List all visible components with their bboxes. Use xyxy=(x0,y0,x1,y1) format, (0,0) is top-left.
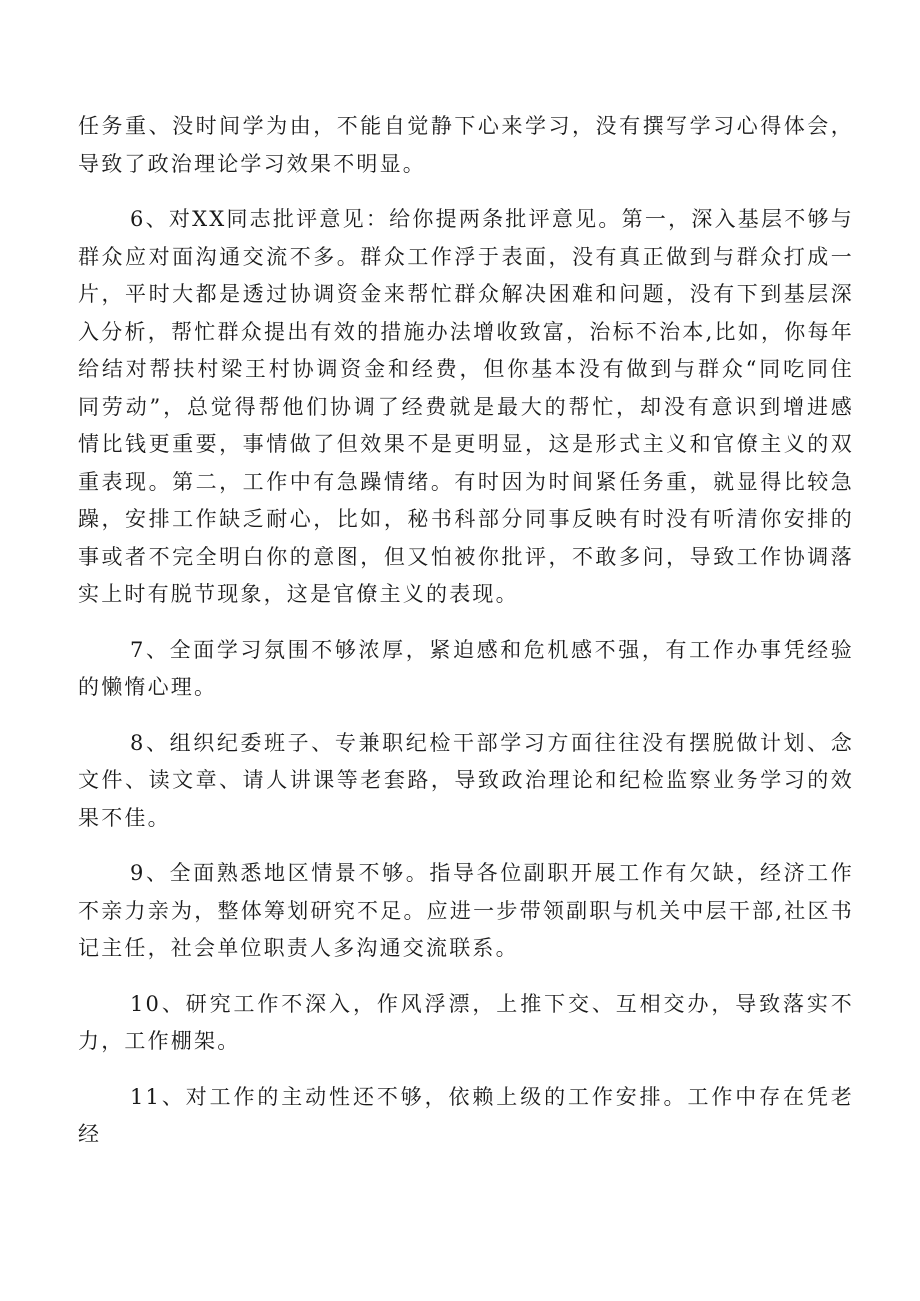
paragraph-item-11: 11、对工作的主动性还不够，依赖上级的工作安排。工作中存在凭老经 xyxy=(78,1084,854,1146)
paragraph-item-6: 6、对XX同志批评意见：给你提两条批评意见。第一，深入基层不够与群众应对面沟通交流不多。群众工作浮于表面，没有真正做到与群众打成一片，平时大都是透过协调资金来帮忙群众解决困难和问题，没有下到基层深入分析，帮忙群众提出有效的措施办法增收致富，治标不治本,比如，你每年给结对帮扶村梁王村协调资金和经费，但你基本没有做到与群众“同吃同住同劳动”，总觉得帮他们协调了经费就是最大的帮忙，却没有意识到增进感情比钱更重要，事情做了但效果不是更明显，这是形式主义和官僚主义的双重表现。第二，工作中有急躁情绪。有时因为时间紧任务重，就显得比较急躁，安排工作缺乏耐心，比如，秘书科部分同事反映有时没有听清你安排的事或者不完全明白你的意图，但又怕被你批评，不敢多问，导致工作协调落实上时有脱节现象，这是官僚主义的表现。 xyxy=(78,207,854,606)
paragraph-item-9: 9、全面熟悉地区情景不够。指导各位副职开展工作有欠缺，经济工作不亲力亲为，整体筹划研究不足。应进一步带领副职与机关中层干部,社区书记主任，社会单位职责人多沟通交流联系。 xyxy=(78,861,854,960)
document-body xyxy=(78,108,854,1154)
paragraph-item-8: 8、组织纪委班子、专兼职纪检干部学习方面往往没有摆脱做计划、念文件、读文章、请人讲课等老套路，导致政治理论和纪检监察业务学习的效果不佳。 xyxy=(78,730,854,830)
paragraph-continuation: 任务重、没时间学为由，不能自觉静下心来学习，没有撰写学习心得体会，导致了政治理论学习效果不明显。 xyxy=(78,114,854,176)
paragraph-item-7: 7、全面学习氛围不够浓厚，紧迫感和危机感不强，有工作办事凭经验的懒惰心理。 xyxy=(78,637,854,699)
paragraph-item-10: 10、研究工作不深入，作风浮漂，上推下交、互相交办，导致落实不力，工作棚架。 xyxy=(78,991,854,1053)
